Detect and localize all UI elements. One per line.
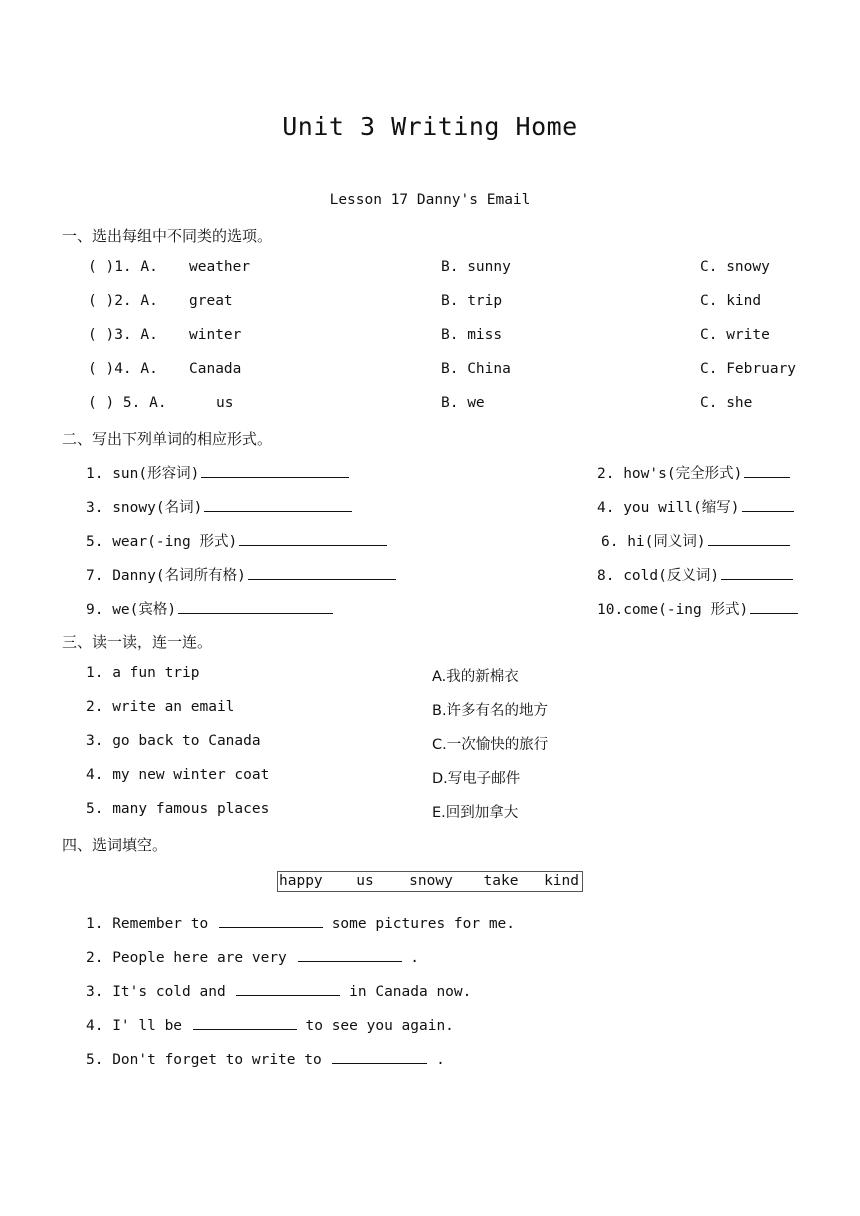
s1-row3-c: C. write — [700, 327, 770, 343]
s2-row1-left-text: 1. sun(形容词) — [86, 466, 200, 482]
s4-row3 — [86, 981, 471, 1000]
page-title: Unit 3 Writing Home — [282, 112, 578, 141]
s2-row5-right — [597, 598, 798, 619]
answer-blank[interactable] — [742, 497, 794, 512]
s1-row5-b: B. we — [441, 395, 485, 411]
s3-row4-right: D.写电子邮件 — [432, 771, 521, 787]
section3-heading: 三、读一读，连一连。 — [62, 633, 213, 651]
s2-row1-right-text: 2. how's(完全形式) — [597, 466, 743, 482]
s2-row5-left-text: 9. we(宾格) — [86, 602, 177, 618]
s2-row4-right-text: 8. cold(反义词) — [597, 568, 720, 584]
s2-row2-left — [86, 496, 352, 517]
s1-row4-num: ( )4. A. — [88, 361, 158, 377]
s2-row4-right — [597, 564, 793, 585]
s4-row5-before: 5. Don't forget to write to — [86, 1052, 322, 1068]
s2-row3-left-text: 5. wear(-ing 形式) — [86, 534, 238, 550]
s3-row1-left: 1. a fun trip — [86, 665, 200, 681]
answer-blank[interactable] — [298, 947, 402, 962]
s4-row2 — [86, 947, 419, 966]
s3-row4-left: 4. my new winter coat — [86, 767, 270, 783]
answer-blank[interactable] — [201, 463, 349, 478]
answer-blank[interactable] — [178, 599, 333, 614]
answer-blank[interactable] — [204, 497, 352, 512]
s3-row3-right: C.一次愉快的旅行 — [432, 737, 549, 753]
s1-row4-c: C. February — [700, 361, 797, 377]
answer-blank[interactable] — [193, 1015, 297, 1030]
s3-row3-left: 3. go back to Canada — [86, 733, 261, 749]
s2-row5-left — [86, 598, 333, 619]
s1-row4-a: Canada — [189, 361, 242, 377]
s2-row4-left — [86, 564, 396, 585]
s3-row1-right: A.我的新棉衣 — [432, 669, 519, 685]
s1-row2-a: great — [189, 293, 233, 309]
word-bank-item: snowy — [409, 873, 453, 889]
s4-row1 — [86, 913, 515, 932]
s1-row5-a: us — [216, 395, 234, 411]
s1-row1-a: weather — [189, 259, 251, 275]
s4-row2-before: 2. People here are very — [86, 950, 287, 966]
s1-row5-c: C. she — [700, 395, 753, 411]
word-bank-box — [277, 871, 583, 892]
s4-row4-before: 4. I' ll be — [86, 1018, 183, 1034]
s1-row3-b: B. miss — [441, 327, 503, 343]
s2-row5-right-text: 10.come(-ing 形式) — [597, 602, 749, 618]
s3-row5-right: E.回到加拿大 — [432, 805, 519, 821]
s2-row3-left — [86, 530, 387, 551]
section1-heading: 一、选出每组中不同类的选项。 — [62, 227, 273, 245]
s4-row4-after: to see you again. — [305, 1018, 454, 1034]
s1-row2-num: ( )2. A. — [88, 293, 158, 309]
s1-row4-b: B. China — [441, 361, 511, 377]
s3-row5-left: 5. many famous places — [86, 801, 270, 817]
word-bank-item: happy — [279, 873, 323, 889]
s2-row3-right-text: 6. hi(同义词) — [601, 534, 706, 550]
word-bank-item: us — [356, 873, 374, 889]
answer-blank[interactable] — [248, 565, 396, 580]
s1-row5-num: ( ) 5. A. — [88, 395, 167, 411]
s2-row1-right — [597, 462, 790, 483]
s1-row2-c: C. kind — [700, 293, 762, 309]
s1-row1-c: C. snowy — [700, 259, 770, 275]
answer-blank[interactable] — [721, 565, 793, 580]
s3-row2-right: B.许多有名的地方 — [432, 703, 549, 719]
s2-row3-right — [601, 530, 790, 551]
s2-row2-right — [597, 496, 794, 517]
s2-row2-right-text: 4. you will(缩写) — [597, 500, 740, 516]
s4-row4 — [86, 1015, 454, 1034]
s2-row4-left-text: 7. Danny(名词所有格) — [86, 568, 246, 584]
s1-row3-a: winter — [189, 327, 242, 343]
s3-row2-left: 2. write an email — [86, 699, 235, 715]
s2-row1-left — [86, 462, 349, 483]
s4-row5-after: . — [436, 1052, 445, 1068]
s4-row1-before: 1. Remember to — [86, 916, 209, 932]
s4-row3-before: 3. It's cold and — [86, 984, 226, 1000]
answer-blank[interactable] — [239, 531, 387, 546]
s2-row2-left-text: 3. snowy(名词) — [86, 500, 203, 516]
s1-row1-num: ( )1. A. — [88, 259, 158, 275]
answer-blank[interactable] — [708, 531, 790, 546]
answer-blank[interactable] — [744, 463, 790, 478]
s1-row3-num: ( )3. A. — [88, 327, 158, 343]
answer-blank[interactable] — [219, 913, 323, 928]
section2-heading: 二、写出下列单词的相应形式。 — [62, 430, 273, 448]
s4-row2-after: . — [410, 950, 419, 966]
s4-row1-after: some pictures for me. — [331, 916, 516, 932]
s4-row3-after: in Canada now. — [349, 984, 472, 1000]
word-bank-item: kind — [544, 873, 579, 889]
s4-row5 — [86, 1049, 445, 1068]
s1-row1-b: B. sunny — [441, 259, 511, 275]
s1-row2-b: B. trip — [441, 293, 503, 309]
section4-heading: 四、选词填空。 — [62, 836, 168, 854]
answer-blank[interactable] — [236, 981, 340, 996]
word-bank-item: take — [483, 873, 519, 889]
answer-blank[interactable] — [750, 599, 798, 614]
lesson-subtitle: Lesson 17 Danny's Email — [329, 192, 531, 208]
answer-blank[interactable] — [332, 1049, 427, 1064]
